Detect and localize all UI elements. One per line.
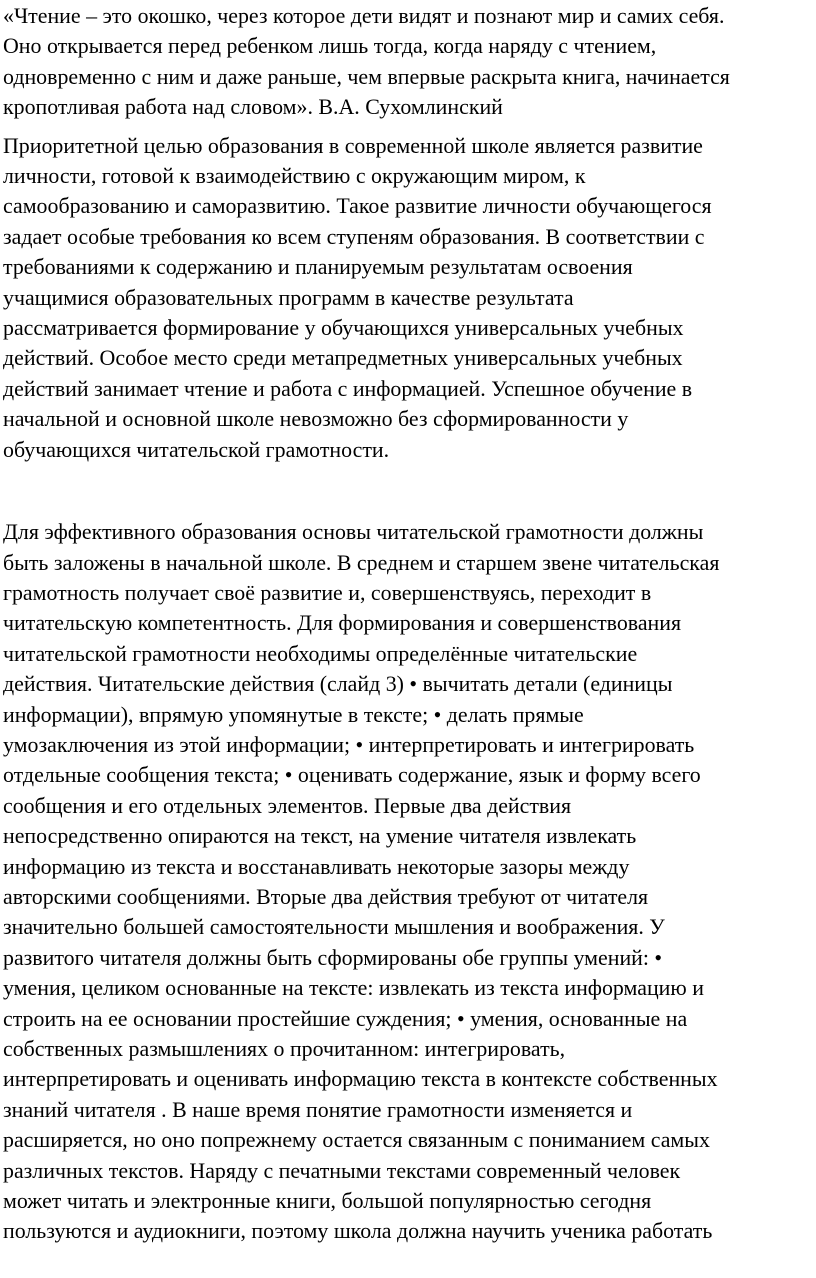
intro-paragraph: Приоритетной целью образования в современной школе является развитие личности, готовой к взаимодействию с окружающим миром, к самообразованию и саморазвитию. Такое развитие личности обучающегося задает особые требования ко всем ступеням образования. В соответствии с требованиями к содержанию и планируемым результатам освоения учащимися образовательных программ в качестве результата рассматривается формирование у обучающихся универсальных учебных действий. Особое место среди метапредметных универсальных учебных действий занимает чтение и работа с информацией. Успешное обучение в начальной и основной школе невозможно без сформированности у обучающихся читательской грамотности. xyxy=(3,132,712,462)
document-page xyxy=(3,0,813,1247)
reading-literacy-paragraph: Для эффективного образования основы читательской грамотности должны быть заложены в начальной школе. В среднем и старшем звене читательская грамотность получает своё развитие и, совершенствуясь, переходит в читательскую компетентность. Для формирования и совершенствования читательской грамотности необходимы определённые читательские действия. Читательские действия (слайд 3) • вычитать детали (единицы информации), впрямую упомянутые в тексте; • делать прямые умозаключения из этой информации; • интерпретировать и интегрировать отдельные сообщения текста; • оценивать содержание, язык и форму всего сообщения и его отдельных элементов. Первые два действия непосредственно опираются на текст, на умение читателя извлекать информацию из текста и восстанавливать некоторые зазоры между авторскими сообщениями. Вторые два действия требуют от читателя значительно большей самостоятельности мышления и воображения. У развитого читателя должны быть сформированы обе группы умений: • умения, целиком основанные на тексте: извлекать из текста информацию и строить на ее основании простейшие суждения; • умения, основанные на собственных размышлениях о прочитанном: интегрировать, интерпретировать и оценивать информацию текста в контексте собственных знаний читателя . В наше время понятие грамотности изменяется и расширяется, но оно попрежнему остается связанным с пониманием самых различных текстов. Наряду с печатными текстами современный человек может читать и электронные книги, большой популярностью сегодня пользуются и аудиокниги, поэтому школа должна научить ученика работать xyxy=(3,519,720,1244)
epigraph-quote: «Чтение – это окошко, через которое дети видят и познают мир и самих себя. Оно открывается перед ребенком лишь тогда, когда наряду с чтением, одновременно с ним и даже раньше, чем впервые раскрыта книга, начинается кропотливая работа над словом». В.А. Сухомлинский xyxy=(3,3,730,120)
